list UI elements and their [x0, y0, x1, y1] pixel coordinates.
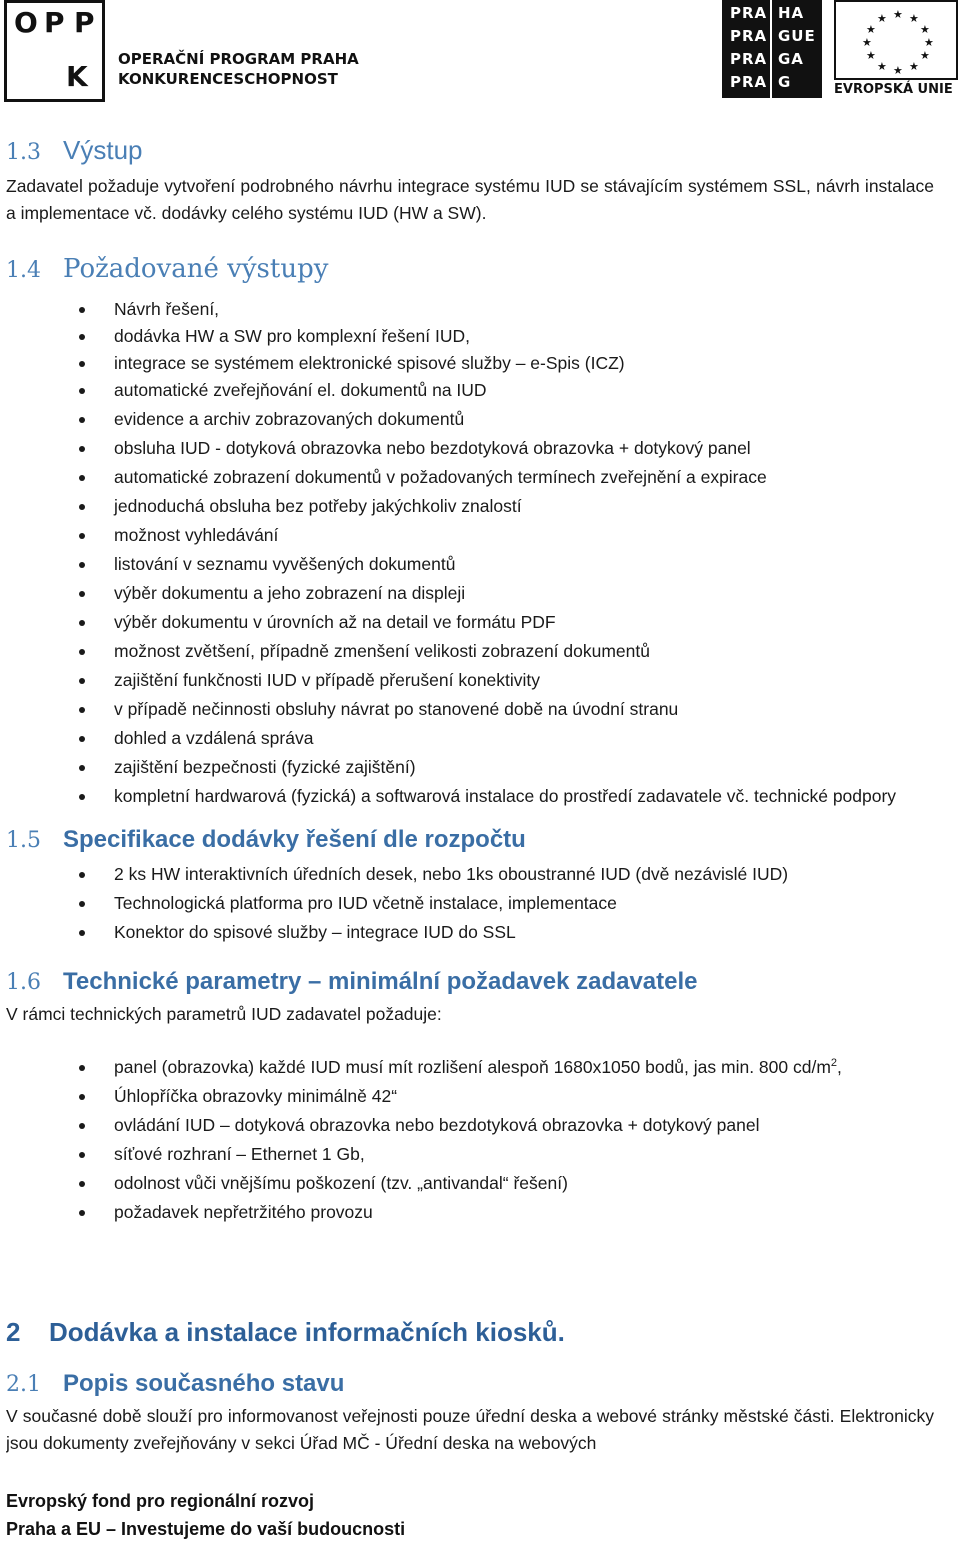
- eu-logo: [834, 0, 958, 100]
- bullet-icon: [79, 1152, 85, 1158]
- bullet-icon: [79, 334, 85, 340]
- list-item: [6, 296, 934, 323]
- bullet-icon: [79, 1094, 85, 1100]
- list-item: [6, 323, 934, 350]
- praha-logo-cell: G: [778, 73, 792, 91]
- heading-title: Popis současného stavu: [63, 1370, 345, 1397]
- praha-logo-cell: PRA: [730, 4, 768, 22]
- eu-star-icon: ★: [877, 13, 887, 25]
- eu-star-icon: ★: [909, 13, 919, 25]
- praha-logo-cell: GA: [778, 50, 804, 68]
- bullet-icon: [79, 591, 85, 597]
- list-item: [6, 754, 934, 781]
- bullet-icon: [79, 620, 85, 626]
- list-item-text: možnost vyhledávání: [114, 525, 279, 545]
- eu-star-icon: ★: [862, 37, 872, 49]
- eu-flag: [834, 0, 958, 80]
- list-item-text: kompletní hardwarová (fyzická) a softwarová instalace do prostředí zadavatele vč. technické podpory: [114, 786, 897, 806]
- list-item-text: obsluha IUD - dotyková obrazovka nebo bezdotyková obrazovka + dotykový panel: [114, 438, 751, 458]
- heading-number: 1.3: [6, 140, 41, 165]
- oppk-letter: O: [14, 6, 39, 39]
- heading-1-4: [6, 249, 934, 291]
- list-item: [6, 1054, 934, 1081]
- eu-star-icon: ★: [877, 61, 887, 73]
- list-item-text: zajištění funkčnosti IUD v případě přerušení konektivity: [114, 670, 541, 690]
- heading-title: Specifikace dodávky řešení dle rozpočtu: [63, 826, 526, 853]
- list-item: [6, 667, 934, 694]
- bullet-icon: [79, 649, 85, 655]
- list-item-text: výběr dokumentu v úrovních až na detail ve formátu PDF: [114, 612, 556, 632]
- list-item-text: odolnost vůči vnějšímu poškození (tzv. „antivandal“ řešení): [114, 1173, 568, 1193]
- bullet-icon: [79, 361, 85, 367]
- bullet-icon: [79, 475, 85, 481]
- list-item: [6, 861, 934, 888]
- eu-star-icon: ★: [893, 65, 903, 77]
- heading-number: 1.4: [6, 258, 41, 283]
- eu-star-icon: ★: [866, 24, 876, 36]
- oppk-letter: P: [44, 6, 66, 39]
- list-item-text: požadavek nepřetržitého provozu: [114, 1202, 373, 1222]
- list-item-text: Konektor do spisové služby – integrace IUD do SSL: [114, 922, 516, 942]
- list-item-text: Technologická platforma pro IUD včetně instalace, implementace: [114, 893, 617, 913]
- oppk-logo: [4, 0, 364, 102]
- list-item: [6, 435, 934, 462]
- section-1-5-list: [6, 861, 934, 946]
- list-item: [6, 580, 934, 607]
- list-item: [6, 406, 934, 433]
- list-item-text: automatické zobrazení dokumentů v požadovaných termínech zveřejnění a expirace: [114, 467, 767, 487]
- list-item-text: výběr dokumentu a jeho zobrazení na displeji: [114, 583, 466, 603]
- praha-logo-cell: PRA: [730, 50, 768, 68]
- list-item-text: v případě nečinnosti obsluhy návrat po stanovené době na úvodní stranu: [114, 699, 679, 719]
- bullet-icon: [79, 307, 85, 313]
- bullet-icon: [79, 562, 85, 568]
- list-item-text: dohled a vzdálená správa: [114, 728, 314, 748]
- section-2-1-text: V současné době slouží pro informovanost veřejnosti pouze úřední deska a webové stránky městské části. Elektronicky jsou dokumenty zveřejňovány v sekci Úřad MČ - Úřední deska na webových: [6, 1406, 934, 1453]
- list-item: [6, 890, 934, 917]
- bullet-icon: [79, 446, 85, 452]
- bullet-icon: [79, 736, 85, 742]
- bullet-icon: [79, 794, 85, 800]
- heading-number: 1.6: [6, 970, 41, 995]
- praha-logo-divider: [770, 0, 772, 98]
- praha-logo-cell: PRA: [730, 73, 768, 91]
- list-item: [6, 377, 934, 404]
- bullet-icon: [79, 388, 85, 394]
- list-item: [6, 919, 934, 946]
- footer-fund: Evropský fond pro regionální rozvoj: [6, 1491, 315, 1511]
- list-item-text: integrace se systémem elektronické spisové služby – e-Spis (ICZ): [114, 353, 625, 373]
- heading-1-6: [6, 964, 934, 1001]
- bullet-icon: [79, 533, 85, 539]
- list-item: [6, 493, 934, 520]
- list-item: [6, 1083, 934, 1110]
- heading-title: Požadované výstupy: [63, 254, 329, 284]
- eu-star-icon: ★: [866, 50, 876, 62]
- list-item-text: 2 ks HW interaktivních úředních desek, nebo 1ks oboustranné IUD (dvě nezávislé IUD): [114, 864, 789, 884]
- heading-1-3: [6, 130, 934, 173]
- list-item-text: Návrh řešení,: [114, 299, 220, 319]
- bullet-icon: [79, 930, 85, 936]
- list-item: [6, 350, 934, 377]
- praha-logo-cell: HA: [778, 4, 805, 22]
- list-item-text: možnost zvětšení, případně zmenšení velikosti zobrazení dokumentů: [114, 641, 650, 661]
- document-content: [6, 130, 934, 1457]
- heading-1-5: [6, 822, 934, 859]
- list-item-text-end: ,: [837, 1057, 842, 1077]
- heading-title: Dodávka a instalace informačních kiosků.: [49, 1317, 565, 1347]
- bullet-icon: [79, 1065, 85, 1071]
- heading-2: [6, 1312, 934, 1352]
- list-item: [6, 551, 934, 578]
- superscript: 2: [830, 1057, 838, 1070]
- bullet-icon: [79, 1210, 85, 1216]
- section-1-4-list: [6, 296, 934, 810]
- bullet-icon: [79, 504, 85, 510]
- list-item: [6, 1112, 934, 1139]
- section-1-6-intro: V rámci technických parametrů IUD zadavatel požaduje:: [6, 1004, 442, 1024]
- list-item-text: evidence a archiv zobrazovaných dokumentů: [114, 409, 465, 429]
- bullet-icon: [79, 417, 85, 423]
- eu-star-icon: ★: [924, 37, 934, 49]
- bullet-icon: [79, 765, 85, 771]
- list-item: [6, 609, 934, 636]
- list-item-text: zajištění bezpečnosti (fyzické zajištění): [114, 757, 416, 777]
- heading-number: 2: [6, 1317, 21, 1347]
- eu-star-icon: ★: [920, 50, 930, 62]
- oppk-letter: P: [74, 6, 96, 39]
- list-item: [6, 1199, 934, 1226]
- list-item-text: Úhlopříčka obrazovky minimálně 42“: [114, 1086, 398, 1106]
- oppk-program-name: OPERAČNÍ PROGRAM PRAHA: [118, 50, 359, 68]
- heading-number: 2.1: [6, 1372, 41, 1397]
- eu-star-icon: ★: [920, 24, 930, 36]
- list-item: [6, 783, 934, 810]
- list-item-text: jednoduchá obsluha bez potřeby jakýchkoliv znalostí: [114, 496, 522, 516]
- heading-title: Technické parametry – minimální požadavek zadavatele: [63, 968, 698, 995]
- heading-2-1: [6, 1366, 934, 1403]
- list-item: [6, 1170, 934, 1197]
- list-item: [6, 638, 934, 665]
- list-item-text: panel (obrazovka) každé IUD musí mít rozlišení alespoň 1680x1050 bodů, jas min. 800 cd/m: [114, 1057, 831, 1077]
- list-item-text: automatické zveřejňování el. dokumentů na IUD: [114, 380, 487, 400]
- eu-star-icon: ★: [893, 9, 903, 21]
- bullet-icon: [79, 678, 85, 684]
- eu-label: EVROPSKÁ UNIE: [834, 82, 953, 97]
- bullet-icon: [79, 1123, 85, 1129]
- section-1-3-text: Zadavatel požaduje vytvoření podrobného návrhu integrace systému IUD se stávajícím systémem SSL, návrh instalace a implementace vč. dodávky celého systému IUD (HW a SW).: [6, 176, 934, 223]
- list-item-text: ovládání IUD – dotyková obrazovka nebo bezdotyková obrazovka + dotykový panel: [114, 1115, 760, 1135]
- eu-star-icon: ★: [909, 61, 919, 73]
- footer-slogan: Praha a EU – Investujeme do vaší budoucnosti: [6, 1519, 406, 1539]
- list-item-text: síťové rozhraní – Ethernet 1 Gb,: [114, 1144, 365, 1164]
- list-item: [6, 1141, 934, 1168]
- section-1-6-list: [6, 1054, 934, 1226]
- list-item: [6, 522, 934, 549]
- bullet-icon: [79, 707, 85, 713]
- praha-logo-cell: GUE: [778, 27, 816, 45]
- praha-logo: [722, 0, 822, 98]
- list-item-text: listování v seznamu vyvěšených dokumentů: [114, 554, 456, 574]
- bullet-icon: [79, 872, 85, 878]
- bullet-icon: [79, 901, 85, 907]
- heading-title: Výstup: [63, 135, 143, 165]
- oppk-program-subtitle: KONKURENCESCHOPNOST: [118, 70, 338, 88]
- list-item: [6, 725, 934, 752]
- list-item: [6, 696, 934, 723]
- heading-number: 1.5: [6, 828, 41, 853]
- oppk-letter: K: [66, 60, 89, 93]
- bullet-icon: [79, 1181, 85, 1187]
- praha-logo-cell: PRA: [730, 27, 768, 45]
- list-item: [6, 464, 934, 491]
- list-item-text: dodávka HW a SW pro komplexní řešení IUD,: [114, 326, 470, 346]
